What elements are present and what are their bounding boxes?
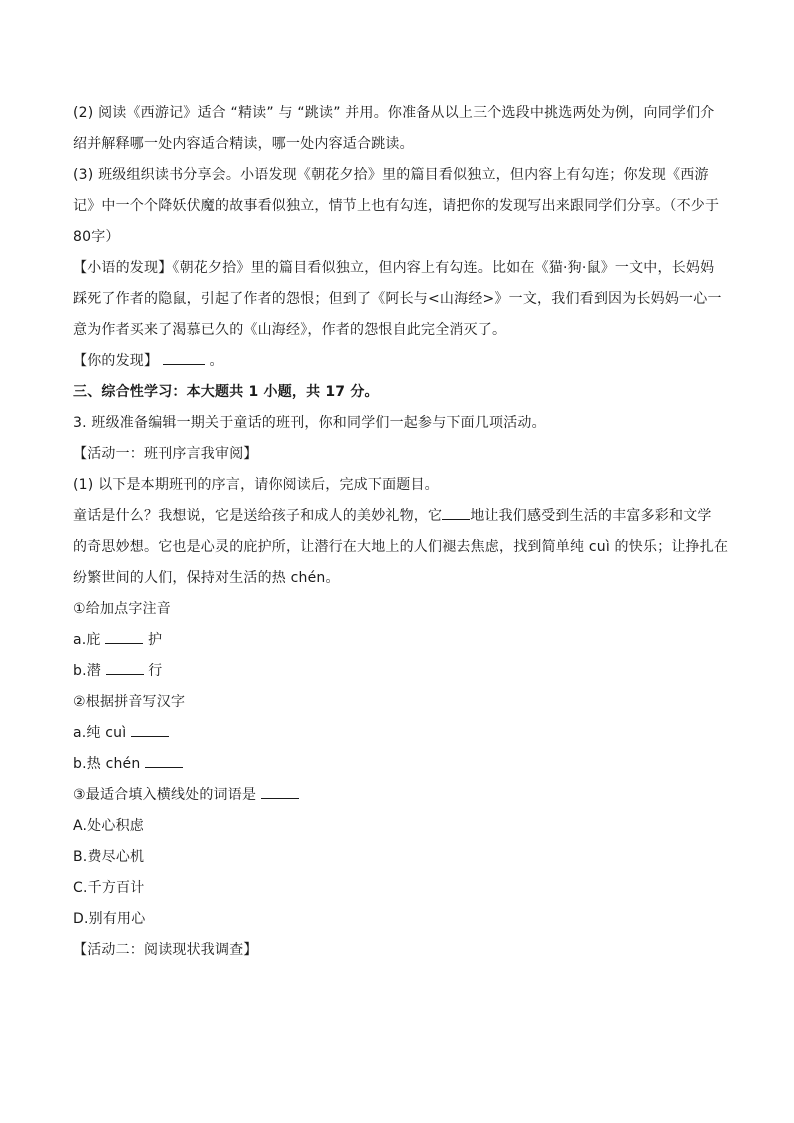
task-1-b-word: b.潜: [73, 663, 101, 679]
task-1-b: [73, 656, 723, 687]
activity-2-heading: 【活动二：阅读现状我调查】: [73, 942, 258, 958]
task-1-label: ①给加点字注音: [73, 601, 171, 617]
preface-line-1: [73, 501, 723, 532]
question-3-line-2: 记》中一个个降妖伏魔的故事看似独立，情节上也有勾连，请把你的发现写出来跟同学们分享。（不少于: [73, 198, 720, 214]
preface-line-1-end: 地让我们感受到生活的丰富多彩和文学: [470, 508, 712, 524]
task-2-a-pinyin: a.纯 cuì: [73, 725, 127, 741]
option-b[interactable]: B.费尽心机: [73, 849, 145, 865]
your-finding-line: [73, 346, 723, 377]
task-2-label: ②根据拼音写汉字: [73, 694, 186, 710]
option-a[interactable]: A.处心积虑: [73, 818, 144, 834]
activity-1-heading: 【活动一：班刊序言我审阅】: [73, 446, 258, 462]
question-3-line-1: (3) 班级组织读书分享会。小语发现《朝花夕拾》里的篇目看似独立，但内容上有勾连；你发现《西游: [73, 167, 709, 183]
your-finding-blank[interactable]: [163, 350, 205, 365]
preface-line-1-start: 童话是什么？我想说，它是送给孩子和成人的美妙礼物，它: [73, 508, 443, 524]
preface-line-3: 纷繁世间的人们，保持对生活的热 chén。: [73, 570, 340, 586]
option-c[interactable]: C.千方百计: [73, 880, 145, 896]
task-1-a-blank[interactable]: [105, 629, 143, 644]
xiaoyu-finding-line-3: 意为作者买来了渴慕已久的《山海经》，作者的怨恨自此完全消灭了。: [73, 322, 507, 338]
document-page: [73, 98, 729, 966]
section-3-heading: 三、综合性学习：本大题共 1 小题，共 17 分。: [73, 384, 379, 400]
xiaoyu-finding-line-2: 踩死了作者的隐鼠，引起了作者的怨恨；但到了《阿长与<山海经>》一文，我们看到因为长妈妈一心一: [73, 291, 722, 307]
question-2-line-2: 绍并解释哪一处内容适合精读，哪一处内容适合跳读。: [73, 136, 414, 152]
your-finding-label: 【你的发现】: [73, 353, 159, 369]
question-2-line-1: (2) 阅读《西游记》适合 “精读” 与 “跳读” 并用。你准备从以上三个选段中挑选两处为例，向同学们介: [73, 105, 715, 121]
preface-line-2: 的奇思妙想。它也是心灵的庇护所，让潜行在大地上的人们褪去焦虑，找到简单纯 cuì 的快乐；让挣扎在: [73, 539, 729, 555]
task-2-b-blank[interactable]: [145, 753, 183, 768]
task-3-line: [73, 780, 723, 811]
task-1-a-word: a.庇: [73, 632, 101, 648]
question-3-line-3: 80字）: [73, 229, 120, 245]
option-d[interactable]: D.别有用心: [73, 911, 146, 927]
task-1-b-word-end: 行: [148, 663, 163, 679]
idiom-blank[interactable]: [442, 505, 470, 520]
xiaoyu-finding-line-1: 【小语的发现】《朝花夕拾》里的篇目看似独立，但内容上有勾连。比如在《猫·狗·鼠》一文中，长妈妈: [73, 260, 715, 276]
task-2-a: [73, 718, 723, 749]
task-2-b-pinyin: b.热 chén: [73, 756, 141, 772]
task-3-label: ③最适合填入横线处的词语是: [73, 787, 257, 803]
your-finding-end: 。: [209, 353, 224, 369]
task-2-a-blank[interactable]: [131, 722, 169, 737]
task-1-a: [73, 625, 723, 656]
sub-question-1-prompt: (1) 以下是本期班刊的序言，请你阅读后，完成下面题目。: [73, 477, 439, 493]
task-2-b: [73, 749, 723, 780]
task-3-blank[interactable]: [261, 784, 299, 799]
task-1-a-word-end: 护: [147, 632, 163, 648]
question-3-intro: 3. 班级准备编辑一期关于童话的班刊，你和同学们一起参与下面几项活动。: [73, 415, 546, 431]
task-1-b-blank[interactable]: [106, 660, 144, 675]
